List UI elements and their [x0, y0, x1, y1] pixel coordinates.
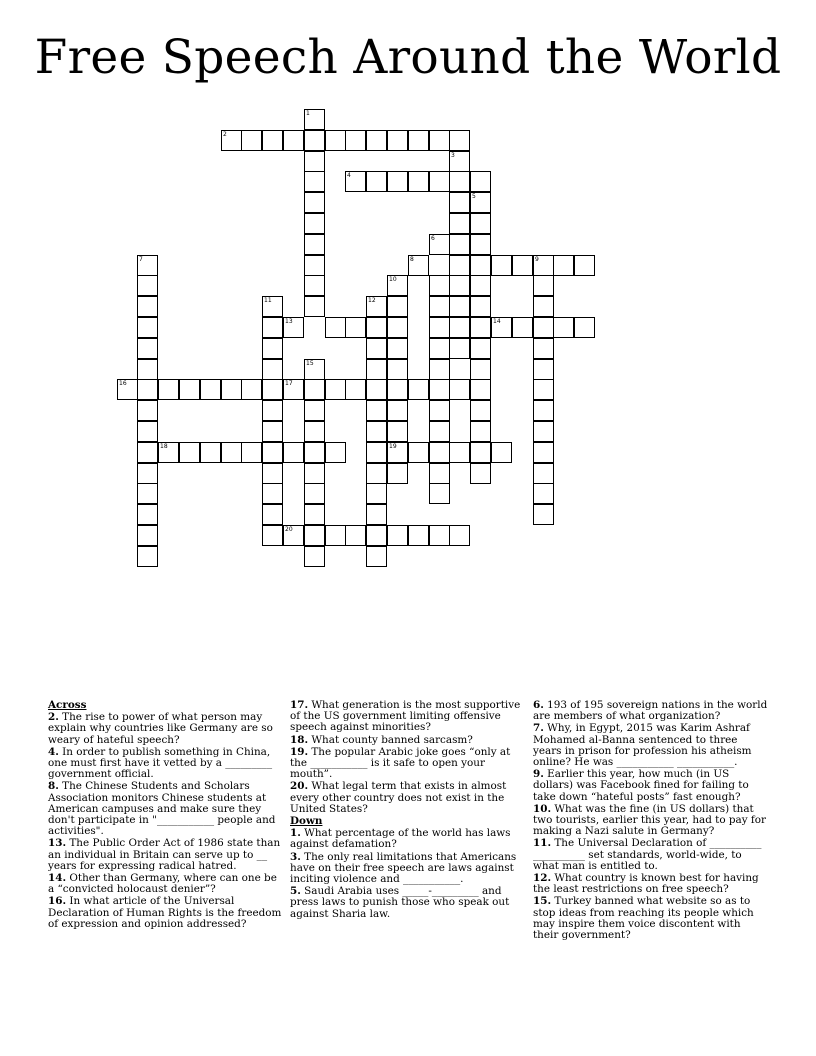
- grid-cell[interactable]: [325, 379, 346, 400]
- grid-cell[interactable]: [387, 317, 408, 338]
- clue-item: [533, 838, 769, 872]
- grid-cell[interactable]: [158, 442, 179, 463]
- grid-cell[interactable]: [345, 130, 366, 151]
- grid-cell[interactable]: [304, 192, 325, 213]
- cell-number: 3: [451, 152, 455, 159]
- grid-cell[interactable]: [304, 109, 325, 130]
- grid-cell[interactable]: [533, 400, 554, 421]
- grid-cell[interactable]: [366, 525, 387, 546]
- grid-cell[interactable]: [449, 151, 470, 172]
- grid-cell[interactable]: [449, 130, 470, 151]
- clue-item: [290, 828, 526, 850]
- grid-cell[interactable]: [345, 525, 366, 546]
- grid-cell[interactable]: [345, 379, 366, 400]
- grid-cell[interactable]: [283, 525, 304, 546]
- grid-cell[interactable]: [304, 421, 325, 442]
- cell-number: 18: [160, 443, 168, 450]
- clue-item: [533, 723, 769, 768]
- clue-text: What county banned sarcasm?: [308, 733, 473, 746]
- grid-cell[interactable]: [304, 151, 325, 172]
- clue-item: [48, 896, 284, 930]
- grid-cell[interactable]: [387, 463, 408, 484]
- grid-cell[interactable]: [449, 171, 470, 192]
- clue-text: In order to publish something in China, one must first have it vetted by a _________ government official.: [48, 745, 273, 781]
- grid-cell[interactable]: [241, 442, 262, 463]
- grid-cell[interactable]: [449, 234, 470, 255]
- grid-cell[interactable]: [262, 130, 283, 151]
- clue-text: The Public Order Act of 1986 state than an individual in Britain can serve up to __ years for expressing radical hatred.: [48, 837, 281, 872]
- grid-cell[interactable]: [304, 234, 325, 255]
- clue-text: The rise to power of what person may explain why countries like Germany are so weary of hateful speech?: [48, 711, 273, 746]
- grid-cell[interactable]: [179, 379, 200, 400]
- grid-cell[interactable]: [429, 171, 450, 192]
- cell-number: 19: [389, 443, 397, 450]
- clue-text: Why, in Egypt, 2015 was Karim Ashraf Mohamed al-Banna sentenced to three years in prison for profession his atheism online? He was ___________ ___________.: [533, 722, 752, 769]
- grid-cell[interactable]: [429, 130, 450, 151]
- grid-cell[interactable]: [304, 171, 325, 192]
- grid-cell[interactable]: [533, 255, 554, 276]
- clue-column-3: [533, 700, 769, 942]
- grid-cell[interactable]: [137, 296, 158, 317]
- grid-cell[interactable]: [262, 296, 283, 317]
- clue-text: What generation is the most supportive of the US government limiting offensive speech against minorities?: [290, 699, 521, 734]
- grid-cell[interactable]: [304, 463, 325, 484]
- grid-cell[interactable]: [387, 400, 408, 421]
- grid-cell[interactable]: [429, 525, 450, 546]
- grid-cell[interactable]: [366, 317, 387, 338]
- grid-cell[interactable]: [366, 421, 387, 442]
- grid-cell[interactable]: [137, 483, 158, 504]
- grid-cell[interactable]: [325, 525, 346, 546]
- grid-cell[interactable]: [387, 338, 408, 359]
- clue-text: The Chinese Students and Scholars Association monitors Chinese students at American campuses and make sure they don't participate in "___________ people and activities".: [48, 780, 276, 838]
- grid-cell[interactable]: [283, 442, 304, 463]
- grid-cell[interactable]: [137, 400, 158, 421]
- grid-cell[interactable]: [200, 379, 221, 400]
- grid-cell[interactable]: [137, 442, 158, 463]
- grid-cell[interactable]: [533, 483, 554, 504]
- grid-cell[interactable]: [283, 130, 304, 151]
- grid-cell[interactable]: [366, 483, 387, 504]
- grid-cell[interactable]: [345, 317, 366, 338]
- clue-item: [533, 804, 769, 838]
- grid-cell[interactable]: [366, 546, 387, 567]
- clue-item: [290, 747, 526, 781]
- clue-item: [48, 873, 284, 895]
- grid-cell[interactable]: [429, 442, 450, 463]
- grid-cell[interactable]: [387, 442, 408, 463]
- clue-number: 16.: [48, 895, 67, 908]
- grid-cell[interactable]: [449, 525, 470, 546]
- grid-cell[interactable]: [345, 171, 366, 192]
- clue-number: 12.: [533, 872, 552, 885]
- grid-cell[interactable]: [179, 442, 200, 463]
- cell-number: 17: [285, 380, 293, 387]
- grid-cell[interactable]: [533, 421, 554, 442]
- cell-number: 13: [285, 318, 293, 325]
- grid-cell[interactable]: [449, 338, 470, 359]
- clue-item: [290, 735, 526, 746]
- grid-cell[interactable]: [429, 275, 450, 296]
- grid-cell[interactable]: [429, 463, 450, 484]
- clue-text: What percentage of the world has laws against defamation?: [290, 827, 511, 851]
- clue-number: 20.: [290, 780, 309, 793]
- grid-cell[interactable]: [533, 296, 554, 317]
- clue-item: [533, 769, 769, 803]
- grid-cell[interactable]: [449, 317, 470, 338]
- clue-text: In what article of the Universal Declaration of Human Rights is the freedom of expression and opinion addressed?: [48, 895, 282, 930]
- cell-number: 5: [472, 193, 476, 200]
- grid-cell[interactable]: [533, 504, 554, 525]
- grid-cell[interactable]: [470, 255, 491, 276]
- clue-item: [533, 896, 769, 941]
- clue-item: [290, 781, 526, 815]
- grid-cell[interactable]: [137, 421, 158, 442]
- grid-cell[interactable]: [429, 400, 450, 421]
- grid-cell[interactable]: [470, 296, 491, 317]
- grid-cell[interactable]: [491, 317, 512, 338]
- grid-cell[interactable]: [221, 379, 242, 400]
- clue-number: 4.: [48, 745, 59, 758]
- grid-cell[interactable]: [470, 421, 491, 442]
- grid-cell[interactable]: [283, 317, 304, 338]
- grid-cell[interactable]: [533, 463, 554, 484]
- grid-cell[interactable]: [262, 400, 283, 421]
- grid-cell[interactable]: [574, 317, 595, 338]
- grid-cell[interactable]: [137, 255, 158, 276]
- clue-number: 2.: [48, 711, 59, 724]
- grid-cell[interactable]: [366, 338, 387, 359]
- cell-number: 20: [285, 526, 293, 533]
- clue-number: 18.: [290, 733, 309, 746]
- clue-item: [48, 747, 284, 781]
- grid-cell[interactable]: [262, 338, 283, 359]
- clue-text: Turkey banned what website so as to stop ideas from reaching its people which may inspire them voice discontent with their government?: [533, 895, 754, 942]
- grid-cell[interactable]: [117, 379, 138, 400]
- grid-cell[interactable]: [470, 213, 491, 234]
- grid-cell[interactable]: [408, 442, 429, 463]
- grid-cell[interactable]: [137, 275, 158, 296]
- grid-cell[interactable]: [470, 234, 491, 255]
- clue-item: [533, 700, 769, 722]
- grid-cell[interactable]: [241, 130, 262, 151]
- grid-cell[interactable]: [262, 525, 283, 546]
- grid-cell[interactable]: [304, 275, 325, 296]
- clue-number: 1.: [290, 827, 301, 840]
- clue-number: 10.: [533, 802, 552, 815]
- grid-cell[interactable]: [449, 255, 470, 276]
- grid-cell[interactable]: [200, 442, 221, 463]
- grid-cell[interactable]: [137, 504, 158, 525]
- grid-cell[interactable]: [262, 442, 283, 463]
- clue-number: 17.: [290, 699, 309, 711]
- grid-cell[interactable]: [387, 421, 408, 442]
- grid-cell[interactable]: [325, 130, 346, 151]
- grid-cell[interactable]: [158, 379, 179, 400]
- grid-cell[interactable]: [366, 442, 387, 463]
- grid-cell[interactable]: [429, 359, 450, 380]
- clue-item: [290, 700, 526, 734]
- grid-cell[interactable]: [137, 359, 158, 380]
- grid-cell[interactable]: [304, 213, 325, 234]
- grid-cell[interactable]: [366, 504, 387, 525]
- clue-item: [48, 781, 284, 837]
- grid-cell[interactable]: [553, 255, 574, 276]
- cell-number: 8: [410, 256, 414, 263]
- grid-cell[interactable]: [512, 255, 533, 276]
- cell-number: 7: [139, 256, 143, 263]
- cell-number: 2: [223, 131, 227, 138]
- cell-number: 6: [431, 235, 435, 242]
- clue-item: [533, 873, 769, 895]
- grid-cell[interactable]: [262, 504, 283, 525]
- grid-cell[interactable]: [387, 171, 408, 192]
- grid-cell[interactable]: [304, 400, 325, 421]
- grid-cell[interactable]: [137, 525, 158, 546]
- grid-cell[interactable]: [429, 317, 450, 338]
- clue-item: [48, 712, 284, 746]
- grid-cell[interactable]: [533, 275, 554, 296]
- cell-number: 14: [493, 318, 501, 325]
- clue-number: 7.: [533, 722, 544, 735]
- grid-cell[interactable]: [470, 379, 491, 400]
- grid-cell[interactable]: [221, 442, 242, 463]
- grid-cell[interactable]: [449, 275, 470, 296]
- section-heading: Down: [290, 815, 323, 828]
- clue-text: The popular Arabic joke goes “only at the ___________ is it safe to open your mouth”.: [290, 745, 511, 781]
- cell-number: 4: [347, 172, 351, 179]
- cell-number: 11: [264, 297, 272, 304]
- clue-number: 11.: [533, 837, 552, 850]
- grid-cell[interactable]: [387, 296, 408, 317]
- clue-text: 193 of 195 sovereign nations in the world are members of what organization?: [533, 699, 768, 723]
- cell-number: 1: [306, 110, 310, 117]
- grid-cell[interactable]: [408, 525, 429, 546]
- grid-cell[interactable]: [366, 359, 387, 380]
- grid-cell[interactable]: [137, 546, 158, 567]
- grid-cell[interactable]: [304, 379, 325, 400]
- clue-text: The only real limitations that Americans have on their free speech are laws against inciting violence and ___________.: [290, 850, 517, 886]
- grid-cell[interactable]: [449, 379, 470, 400]
- grid-cell[interactable]: [304, 525, 325, 546]
- grid-cell[interactable]: [449, 296, 470, 317]
- grid-cell[interactable]: [470, 317, 491, 338]
- clue-text: What was the fine (in US dollars) that two tourists, earlier this year, had to pay for making a Nazi salute in Germany?: [533, 802, 766, 838]
- cell-number: 10: [389, 276, 397, 283]
- clue-number: 14.: [48, 872, 67, 885]
- grid-cell[interactable]: [241, 379, 262, 400]
- grid-cell[interactable]: [262, 379, 283, 400]
- grid-cell[interactable]: [366, 463, 387, 484]
- grid-cell[interactable]: [553, 317, 574, 338]
- cell-number: 12: [368, 297, 376, 304]
- grid-cell[interactable]: [262, 483, 283, 504]
- grid-cell[interactable]: [304, 504, 325, 525]
- grid-cell[interactable]: [408, 171, 429, 192]
- cell-number: 9: [535, 256, 539, 263]
- grid-cell[interactable]: [470, 338, 491, 359]
- grid-cell[interactable]: [304, 546, 325, 567]
- grid-cell[interactable]: [387, 130, 408, 151]
- grid-cell[interactable]: [304, 442, 325, 463]
- clue-text: Saudi Arabia uses _____-_________ and press laws to punish those who speak out against Sharia law.: [290, 885, 510, 920]
- grid-cell[interactable]: [304, 130, 325, 151]
- grid-cell[interactable]: [512, 317, 533, 338]
- puzzle-title: Free Speech Around the World: [34, 30, 782, 85]
- cell-number: 16: [119, 380, 127, 387]
- clue-text: What country is known best for having the least restrictions on free speech?: [533, 872, 759, 896]
- grid-cell[interactable]: [470, 192, 491, 213]
- clue-column-2: [290, 700, 526, 921]
- grid-cell[interactable]: [449, 213, 470, 234]
- grid-cell[interactable]: [366, 130, 387, 151]
- clue-item: [290, 886, 526, 920]
- grid-cell[interactable]: [387, 525, 408, 546]
- grid-cell[interactable]: [470, 463, 491, 484]
- grid-cell[interactable]: [221, 130, 242, 151]
- clue-number: 15.: [533, 895, 552, 908]
- cell-number: 15: [306, 360, 314, 367]
- grid-cell[interactable]: [429, 421, 450, 442]
- grid-cell[interactable]: [262, 421, 283, 442]
- grid-cell[interactable]: [304, 296, 325, 317]
- grid-cell[interactable]: [429, 296, 450, 317]
- grid-cell[interactable]: [387, 359, 408, 380]
- grid-cell[interactable]: [366, 400, 387, 421]
- grid-cell[interactable]: [429, 338, 450, 359]
- clue-number: 5.: [290, 885, 301, 898]
- grid-cell[interactable]: [470, 359, 491, 380]
- grid-cell[interactable]: [470, 275, 491, 296]
- grid-cell[interactable]: [429, 483, 450, 504]
- clue-number: 19.: [290, 745, 309, 758]
- grid-cell[interactable]: [137, 338, 158, 359]
- grid-cell[interactable]: [262, 359, 283, 380]
- grid-cell[interactable]: [449, 442, 470, 463]
- grid-cell[interactable]: [366, 171, 387, 192]
- grid-cell[interactable]: [574, 255, 595, 276]
- grid-cell[interactable]: [408, 379, 429, 400]
- grid-cell[interactable]: [304, 483, 325, 504]
- grid-cell[interactable]: [262, 317, 283, 338]
- grid-cell[interactable]: [429, 234, 450, 255]
- grid-cell[interactable]: [366, 296, 387, 317]
- grid-cell[interactable]: [408, 130, 429, 151]
- clue-number: 8.: [48, 780, 59, 793]
- grid-cell[interactable]: [304, 255, 325, 276]
- grid-cell[interactable]: [429, 379, 450, 400]
- clue-number: 13.: [48, 837, 67, 850]
- grid-cell[interactable]: [470, 171, 491, 192]
- clue-item: [48, 838, 284, 872]
- clue-number: 3.: [290, 850, 301, 863]
- grid-cell[interactable]: [325, 442, 346, 463]
- grid-cell[interactable]: [283, 379, 304, 400]
- grid-cell[interactable]: [533, 379, 554, 400]
- section-heading: Across: [48, 699, 87, 711]
- grid-cell[interactable]: [304, 359, 325, 380]
- grid-cell[interactable]: [387, 275, 408, 296]
- clue-text: What legal term that exists in almost every other country does not exist in the United States?: [290, 780, 507, 815]
- grid-cell[interactable]: [137, 379, 158, 400]
- clue-column-1: [48, 700, 284, 931]
- grid-cell[interactable]: [470, 442, 491, 463]
- grid-cell[interactable]: [262, 463, 283, 484]
- grid-cell[interactable]: [533, 359, 554, 380]
- clue-number: 9.: [533, 768, 544, 781]
- grid-cell[interactable]: [387, 379, 408, 400]
- grid-cell[interactable]: [470, 400, 491, 421]
- clue-text: Earlier this year, how much (in US dollars) was Facebook fined for failing to take down “hateful posts” fast enough?: [533, 768, 749, 803]
- grid-cell[interactable]: [325, 317, 346, 338]
- grid-cell[interactable]: [408, 255, 429, 276]
- grid-cell[interactable]: [366, 379, 387, 400]
- grid-cell[interactable]: [533, 317, 554, 338]
- grid-cell[interactable]: [491, 442, 512, 463]
- clue-text: Other than Germany, where can one be a “convicted holocaust denier”?: [48, 872, 277, 896]
- clue-number: 6.: [533, 699, 544, 711]
- clue-item: [290, 852, 526, 886]
- grid-cell[interactable]: [137, 317, 158, 338]
- grid-cell[interactable]: [491, 255, 512, 276]
- grid-cell[interactable]: [449, 192, 470, 213]
- grid-cell[interactable]: [533, 338, 554, 359]
- grid-cell[interactable]: [137, 463, 158, 484]
- grid-cell[interactable]: [533, 442, 554, 463]
- clue-text: The Universal Declaration of __________ __________ set standards, world-wide, to what man is entitled to.: [533, 837, 762, 872]
